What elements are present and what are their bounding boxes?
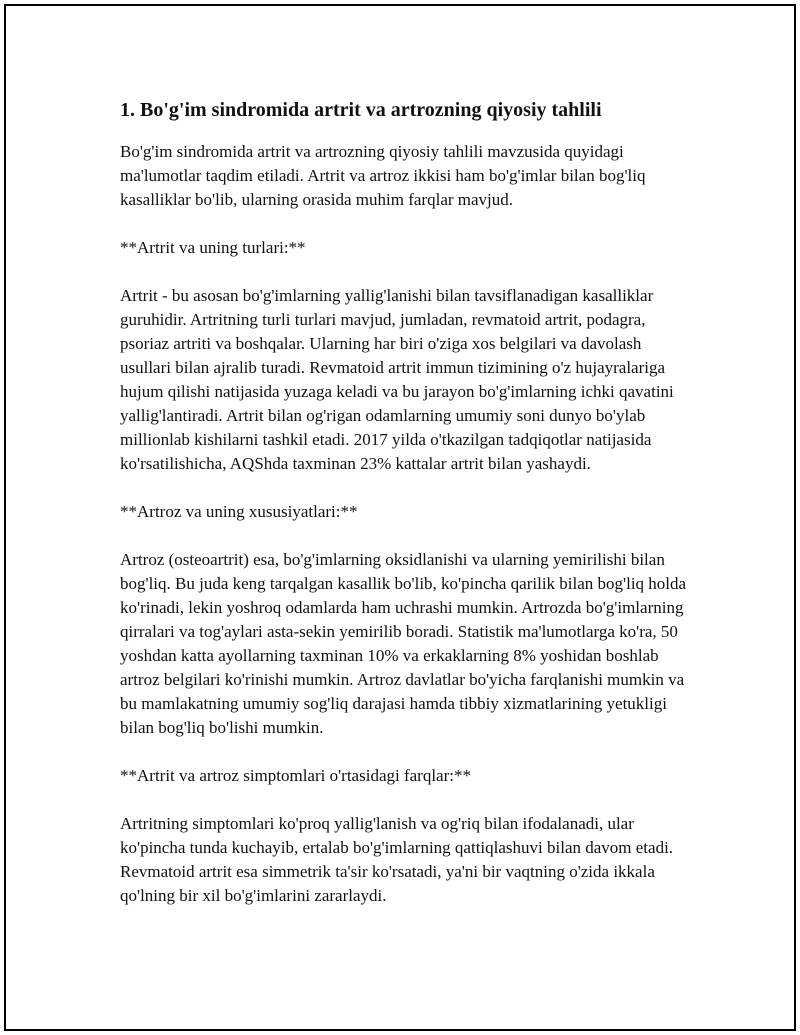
document-body [120, 97, 692, 932]
page-frame [4, 4, 796, 1031]
section-heading-artroz: **Artroz va uning xususiyatlari:** [120, 502, 358, 521]
section-heading-simptomlar: **Artrit va artroz simptomlari o'rtasidagi farqlar:** [120, 766, 471, 785]
artroz-paragraph: Artroz (osteoartrit) esa, bo'g'imlarning oksidlanishi va ularning yemirilishi bilan bog'liq. Bu juda keng tarqalgan kasallik bo'lib, ko'pincha qarilik bilan bog'liq holda ko'rinadi, lekin yoshroq odamlarda ham uchrashi mumkin. Artrozda bo'g'imlarning qirralari va tog'aylari asta-sekin yemirilib boradi. Statistik ma'lumotlarga ko'ra, 50 yoshdan katta ayollarning taxminan 10% va erkaklarning 8% yoshidan boshlab artroz belgilari ko'rinishi mumkin. Artroz davlatlar bo'yicha farqlanishi mumkin va bu mamlakatning umumiy sog'liq darajasi hamda tibbiy xizmatlarining yetukligi bilan bog'liq bo'lishi mumkin. [120, 550, 687, 737]
section-heading-artrit: **Artrit va uning turlari:** [120, 238, 306, 257]
artrit-paragraph: Artrit - bu asosan bo'g'imlarning yallig'lanishi bilan tavsiflanadigan kasalliklar guruhidir. Artritning turli turlari mavjud, jumladan, revmatoid artrit, podagra, psoriaz artriti va boshqalar. Ularning har biri o'ziga xos belgilari va davolash usullari bilan ajralib turadi. Revmatoid artrit immun tizimining o'z hujayralariga hujum qilishi natijasida yuzaga keladi va bu jarayon bo'g'imlarning ichki qavatini yallig'lantiradi. Artrit bilan og'rigan odamlarning umumiy soni dunyo bo'ylab millionlab kishilarni tashkil etadi. 2017 yilda o'tkazilgan tadqiqotlar natijasida ko'rsatilishicha, AQShda taxminan 23% kattalar artrit bilan yashaydi. [120, 286, 674, 473]
document-title: 1. Bo'g'im sindromida artrit va artrozning qiyosiy tahlili [120, 99, 602, 121]
simptomlar-paragraph: Artritning simptomlari ko'proq yallig'lanish va og'riq bilan ifodalanadi, ular ko'pincha tunda kuchayib, ertalab bo'g'imlarning qattiqlashuvi bilan davom etadi. Revmatoid artrit esa simmetrik ta'sir ko'rsatadi, ya'ni bir vaqtning o'zida ikkala qo'lning bir xil bo'g'imlarini zararlaydi. [120, 814, 674, 905]
intro-paragraph: Bo'g'im sindromida artrit va artrozning qiyosiy tahlili mavzusida quyidagi ma'lumotlar taqdim etiladi. Artrit va artroz ikkisi ham bo'g'imlar bilan bog'liq kasalliklar bo'lib, ularning orasida muhim farqlar mavjud. [120, 142, 646, 209]
